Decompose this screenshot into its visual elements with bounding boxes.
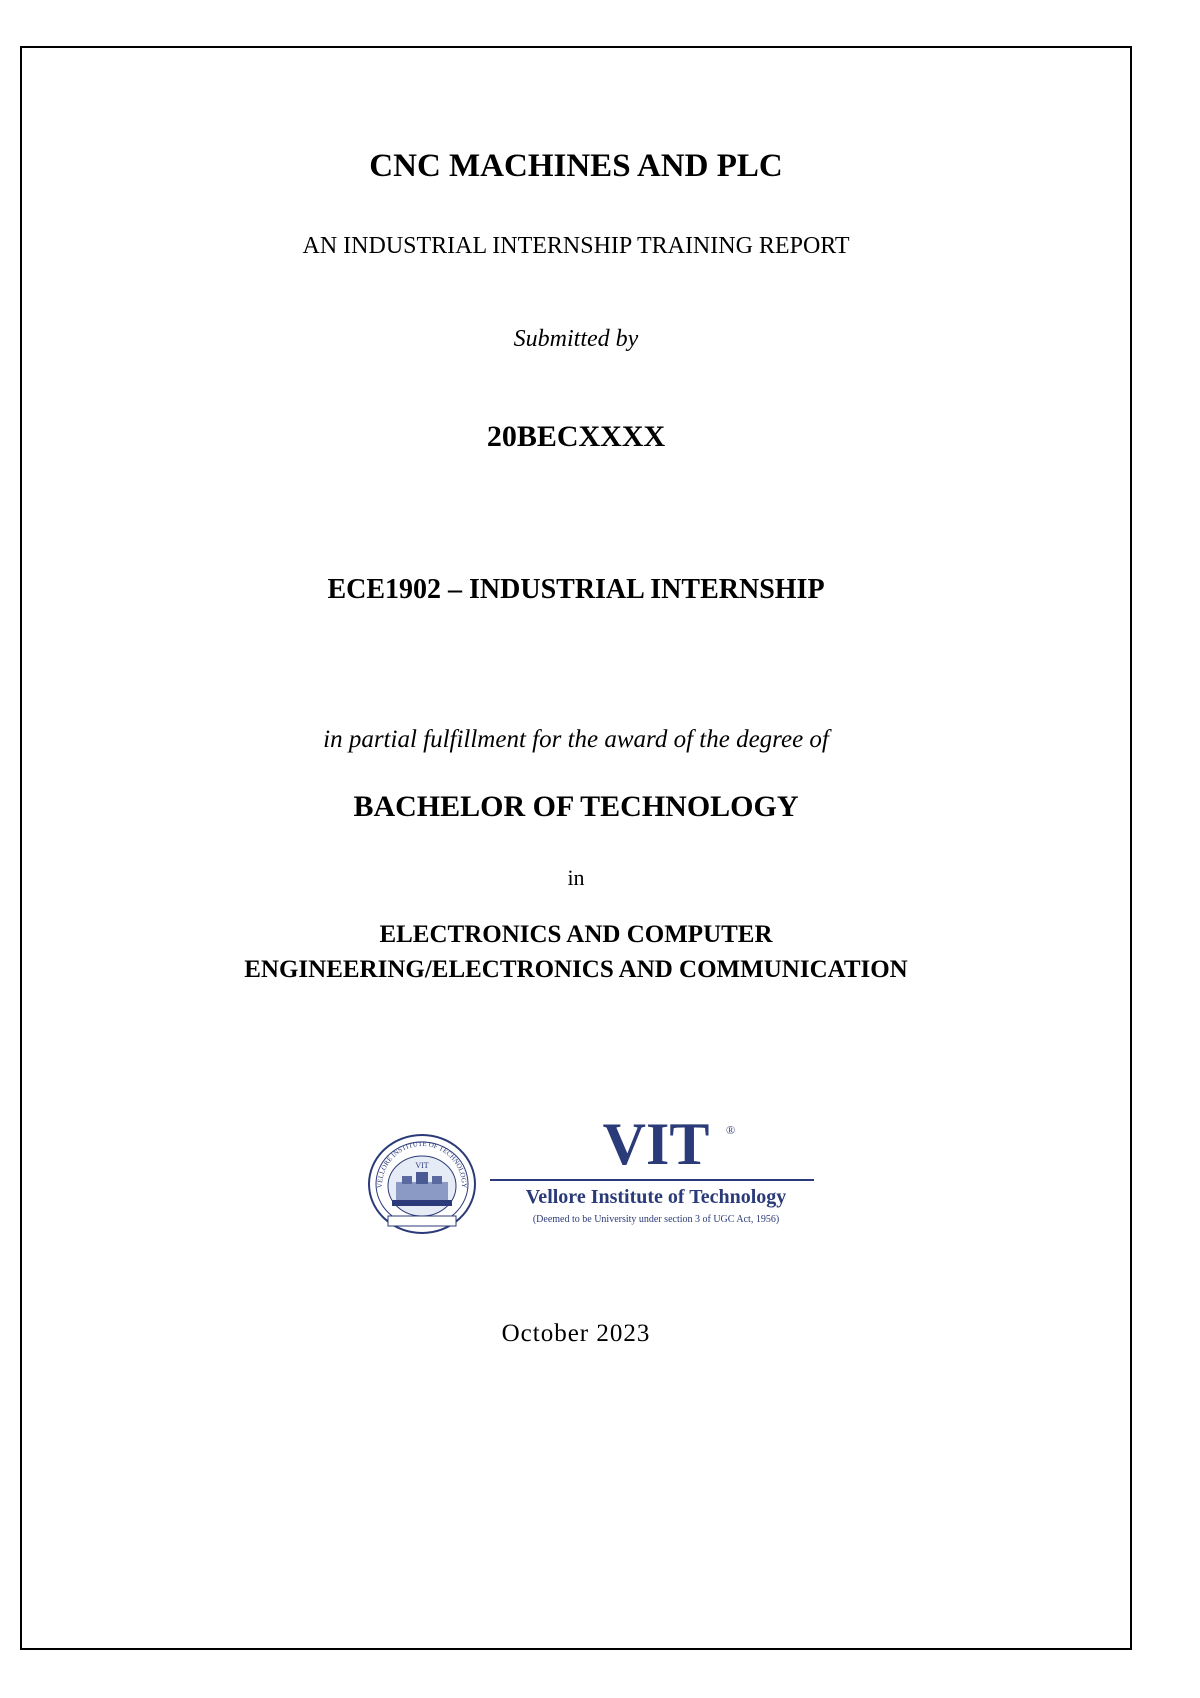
institute-name: Vellore Institute of Technology [525, 1186, 787, 1208]
report-subtitle: AN INDUSTRIAL INTERNSHIP TRAINING REPORT [302, 233, 850, 259]
course-title: ECE1902 – INDUSTRIAL INTERNSHIP [327, 574, 825, 605]
deemed-university-note: (Deemed to be University under section 3 of UGC Act, 1956) [532, 1214, 780, 1225]
seal-center-text: VIT [415, 1161, 429, 1170]
vit-logo [366, 1111, 826, 1236]
vit-wordmark [486, 1111, 826, 1236]
page-border [20, 46, 1132, 1650]
branch-line-2: ENGINEERING/ELECTRONICS AND COMMUNICATION [244, 956, 908, 983]
report-title: CNC MACHINES AND PLC [369, 148, 783, 184]
submitted-by-label: Submitted by [513, 326, 639, 352]
vit-acronym: VIT [602, 1111, 710, 1177]
degree-name: BACHELOR OF TECHNOLOGY [353, 790, 799, 823]
branch-line-1: ELECTRONICS AND COMPUTER [379, 921, 773, 948]
in-connector: in [567, 865, 585, 890]
vit-seal-icon [366, 1132, 478, 1236]
logo-divider [490, 1179, 814, 1181]
report-date: October 2023 [501, 1320, 651, 1347]
register-number: 20BECXXXX [486, 420, 666, 453]
fulfillment-statement: in partial fulfillment for the award of the degree of [323, 726, 829, 753]
registered-mark: ® [726, 1123, 736, 1137]
seal-ring-text: VELLORE INSTITUTE OF TECHNOLOGY [375, 1139, 469, 1189]
